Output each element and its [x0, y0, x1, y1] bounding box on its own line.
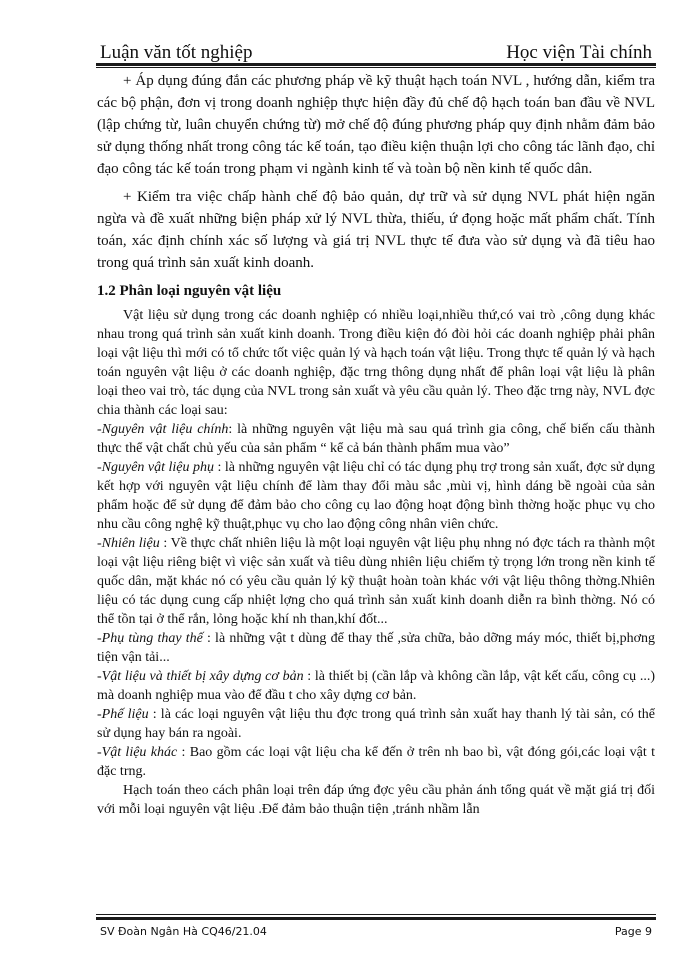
footer-author: SV Đoàn Ngân Hà CQ46/21.04 — [100, 925, 267, 938]
footer-rule-thin — [96, 914, 656, 915]
page-body — [97, 70, 655, 819]
term-other-materials: -Vật liệu khác — [97, 745, 178, 760]
desc-construction-materials: : là thiết bị (cần lắp và không cần lắp, vật kết cấu, công cụ ...) mà doanh nghiệp mua vào để đầu t cho xây dựng cơ bản. — [97, 669, 655, 703]
section-heading: 1.2 Phân loại nguyên vật liệu — [97, 283, 282, 299]
term-fuel: -Nhiên liệu — [97, 536, 160, 551]
desc-spare-parts: : là những vật t dùng để thay thế ,sửa chữa, bảo dỡng máy móc, thiết bị,phơng tiện vận tải... — [97, 631, 655, 665]
term-construction-materials: -Vật liệu và thiết bị xây dựng cơ bản — [97, 669, 304, 684]
page-footer — [100, 925, 652, 938]
desc-fuel: : Về thực chất nhiên liệu là một loại nguyên vật liệu phụ nhng nó đợc tách ra thành một loại vật liệu riêng biệt vì việc sản xuất và tiêu dùng nhiên liệu chiếm tỷ trọng lớn trong nền kinh tế quốc dân, mặt khác nó có yêu cầu quản lý kỹ thuật hoàn toàn khác với vật liệu thông thờng.Nhiên liệu có tác dụng cung cấp nhiệt lợng cho quá trình sản xuất kinh doanh diễn ra bình thờng. Nó có thể tồn tại ở thể rắn, lỏng hoặc khí nh than,khí đốt... — [97, 536, 655, 627]
item-main-materials — [97, 420, 655, 458]
header-institution: Học viện Tài chính — [506, 42, 652, 63]
page-header — [100, 42, 652, 64]
item-construction-materials — [97, 667, 655, 705]
item-spare-parts — [97, 629, 655, 667]
paragraph-classification-intro: Vật liệu sử dụng trong các doanh nghiệp có nhiều loại,nhiều thứ,có vai trò ,công dụng khác nhau trong quá trình sản xuất kinh doanh. Trong điều kiện đó đòi hỏi các doanh nghiệp phải phân loại vật liệu thì mới có tổ chức tốt việc quản lý và hạch toán vật liệu. Trong thực tế quản lý và hạch toán nguyên vật liệu ở các doanh nghiệp, đặc trng thông dụng nhất để phân loại vật liệu là phân loại theo vai trò, tác dụng của NVL trong sản xuất và yêu cầu quản lý. Theo đặc trng này, NVL đợc chia thành các loại sau: — [97, 308, 655, 418]
term-main-materials: -Nguyên vật liệu chính — [97, 422, 229, 437]
footer-page-number: Page 9 — [614, 925, 652, 938]
item-auxiliary-materials — [97, 458, 655, 534]
desc-auxiliary-materials: : là những nguyên vật liệu chỉ có tác dụng phụ trợ trong sản xuất, đợc sử dụng kết hợp với nguyên vật liệu chính để làm thay đổi màu sắc ,mùi vị, hình dáng bề ngoài của sản phẩm hoặc để sử dụng để đảm bảo cho công cụ lao động hoạt động bình thờng hoặc phục vụ cho nhu cầu công nghệ kỹ thuật,phục vụ cho lao động công nhân viên chức. — [97, 460, 655, 532]
desc-main-materials: : là những nguyên vật liệu mà sau quá trình gia công, chế biến cấu thành thực thể vật chất chủ yếu của sản phẩm “ kể cả bán thành phẩm mua vào” — [97, 422, 655, 456]
term-auxiliary-materials: -Nguyên vật liệu phụ — [97, 460, 215, 475]
term-scrap: -Phế liệu — [97, 707, 149, 722]
classification-block — [97, 306, 655, 819]
item-fuel — [97, 534, 655, 629]
paragraph-inspection: + Kiểm tra việc chấp hành chế độ bảo quản, dự trữ và sử dụng NVL phát hiện ngăn ngừa và đề xuất những biện pháp xử lý NVL thừa, thiếu, ứ đọng hoặc mất phẩm chất. Tính toán, xác định chính xác số lượng và giá trị NVL thực tế đưa vào sử dụng và đã tiêu hao trong quá trình sản xuất kinh doanh. — [97, 189, 655, 271]
item-scrap — [97, 705, 655, 743]
header-rule — [96, 63, 656, 66]
paragraph-accounting-classification: Hạch toán theo cách phân loại trên đáp ứng đợc yêu cầu phản ánh tổng quát về mặt giá trị đối với mỗi loại nguyên vật liệu .Để đảm bảo thuận tiện ,tránh nhầm lẫn — [97, 783, 655, 817]
header-thesis-title: Luận văn tốt nghiệp — [100, 42, 253, 63]
header-rule-thin — [96, 67, 656, 68]
item-other-materials — [97, 743, 655, 781]
desc-other-materials: : Bao gồm các loại vật liệu cha kể đến ở trên nh bao bì, vật đóng gói,các loại vật t đặc trng. — [97, 745, 656, 779]
footer-rule — [96, 917, 656, 920]
term-spare-parts: -Phụ tùng thay thế — [97, 631, 203, 646]
paragraph-accounting-methods: + Áp dụng đúng đắn các phương pháp về kỹ thuật hạch toán NVL , hướng dẫn, kiểm tra các bộ phận, đơn vị trong doanh nghiệp thực hiện đầy đủ chế độ hạch toán ban đầu về NVL (lập chứng từ, luân chuyển chứng từ) mở chế độ đúng phương pháp quy định nhằm đảm bảo sử dụng thống nhất trong công tác kế toán, tạo điều kiện thuận lợi cho công tác lãnh đạo, chỉ đạo công tác kế toán trong phạm vi ngành kinh tế và toàn bộ nền kinh tế quốc dân. — [97, 73, 655, 177]
desc-scrap: : là các loại nguyên vật liệu thu đợc trong quá trình sản xuất hay thanh lý tài sản, có thể sử dụng hay bán ra ngoài. — [97, 707, 656, 741]
